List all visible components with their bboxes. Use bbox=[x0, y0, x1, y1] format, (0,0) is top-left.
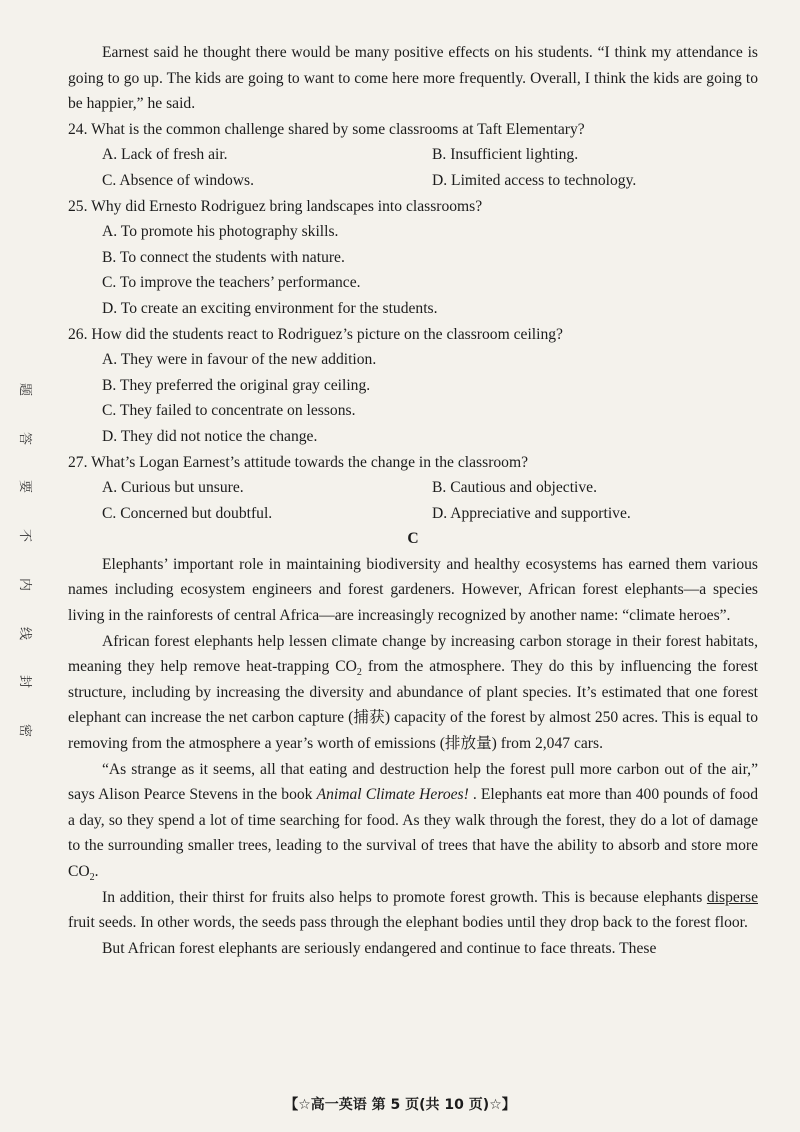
book-title: Animal Climate Heroes! bbox=[316, 786, 469, 804]
option-26d: D. They did not notice the change. bbox=[102, 427, 318, 445]
passage-c-paragraph-4 bbox=[68, 885, 758, 936]
text-run: . bbox=[94, 863, 99, 880]
question-stem-25: 25. Why did Ernesto Rodriguez bring landscapes into classrooms? bbox=[68, 197, 483, 215]
binding-char: 题 bbox=[17, 382, 33, 397]
option-25a: A. To promote his photography skills. bbox=[102, 223, 339, 241]
option-24d: D. Limited access to technology. bbox=[432, 171, 637, 189]
option-row bbox=[68, 168, 758, 194]
option-24b: B. Insufficient lighting. bbox=[432, 146, 579, 164]
option-25c: C. To improve the teachers’ performance. bbox=[102, 274, 361, 292]
option-27b: B. Cautious and objective. bbox=[432, 479, 598, 497]
option-25b: B. To connect the students with nature. bbox=[102, 248, 345, 266]
page-footer: 【☆高一英语 第 5 页(共 10 页)☆】 bbox=[284, 1097, 516, 1113]
passage-c-paragraph-3 bbox=[68, 757, 758, 885]
text-run: In addition, their thirst for fruits also helps to promote forest growth. This is because elephants bbox=[102, 888, 707, 906]
subscript: 2 bbox=[356, 667, 362, 679]
option-26a: A. They were in favour of the new addition. bbox=[102, 351, 377, 369]
exam-page bbox=[68, 40, 758, 1090]
option-24c: C. Absence of windows. bbox=[102, 171, 255, 189]
text-run: . Elephants eat more than 400 pounds of food a day, so they spend a lot of time searching for food. As they walk through the forest, they do a lot of damage to the surrounding smaller trees, leading to the survival of trees that have the ability to absorb and store more CO bbox=[68, 786, 758, 880]
option-row bbox=[68, 501, 758, 527]
binding-char: 线 bbox=[17, 626, 33, 640]
intro-paragraph: Earnest said he thought there would be many positive effects on his students. “I think my attendance is going to go up. The kids are going to want to come here more frequently. Overall, I think the kids are going to be happier,” he said. bbox=[68, 44, 758, 113]
passage-c-paragraph-2 bbox=[68, 629, 758, 757]
binding-char: 不 bbox=[17, 529, 33, 543]
option-25d: D. To create an exciting environment for the students. bbox=[102, 299, 438, 317]
option-27d: D. Appreciative and supportive. bbox=[432, 504, 631, 522]
text-run: “As strange as it seems, all that eating and destruction help the forest pull more carbon out of the air,” says Alison Pearce Stevens in the book bbox=[68, 760, 758, 804]
text-run: fruit seeds. In other words, the seeds pass through the elephant bodies until they drop back to the forest floor. bbox=[68, 914, 748, 932]
question-stem-26: 26. How did the students react to Rodriguez’s picture on the classroom ceiling? bbox=[68, 325, 563, 343]
option-27a: A. Curious but unsure. bbox=[102, 479, 244, 497]
binding-char: 封 bbox=[17, 675, 33, 689]
section-heading: C bbox=[407, 530, 419, 548]
question-stem-27: 27. What’s Logan Earnest’s attitude towards the change in the classroom? bbox=[68, 453, 529, 471]
binding-char: 要 bbox=[17, 480, 33, 494]
passage-c-paragraph-5: But African forest elephants are seriously endangered and continue to face threats. These bbox=[102, 939, 657, 957]
binding-margin bbox=[14, 380, 40, 740]
option-24a: A. Lack of fresh air. bbox=[102, 146, 228, 164]
question-stem-24: 24. What is the common challenge shared by some classrooms at Taft Elementary? bbox=[68, 120, 585, 138]
text-run: from the atmosphere. They do this by influencing the forest structure, including by increasing the diversity and abundance of plant species. It’s estimated that one forest elephant can increase the net carbon capture (捕获) capacity of the forest by almost 250 acres. This is equal to removing from the atmosphere a year’s worth of emissions (排放量) from 2,047 cars. bbox=[68, 658, 759, 753]
option-27c: C. Concerned but doubtful. bbox=[102, 504, 273, 522]
subscript: 2 bbox=[89, 872, 95, 884]
option-row bbox=[68, 142, 758, 168]
binding-char: 答 bbox=[17, 431, 33, 445]
binding-char: 密 bbox=[17, 723, 33, 737]
text-run: African forest elephants help lessen climate change by increasing carbon storage in their forest habitats, meaning they help remove heat-trapping CO bbox=[68, 632, 758, 676]
option-26b: B. They preferred the original gray ceiling. bbox=[102, 376, 371, 394]
binding-char: 内 bbox=[17, 577, 33, 591]
option-row bbox=[68, 475, 758, 501]
underlined-word: disperse bbox=[706, 888, 758, 906]
option-26c: C. They failed to concentrate on lessons. bbox=[102, 402, 356, 420]
passage-c-paragraph-1: Elephants’ important role in maintaining biodiversity and healthy ecosystems has earned them various names including ecosystem engineers and forest gardeners. However, African forest elephants—a species living in the rainforests of central Africa—are increasingly recognized by another name: “climate heroes”. bbox=[68, 555, 758, 625]
